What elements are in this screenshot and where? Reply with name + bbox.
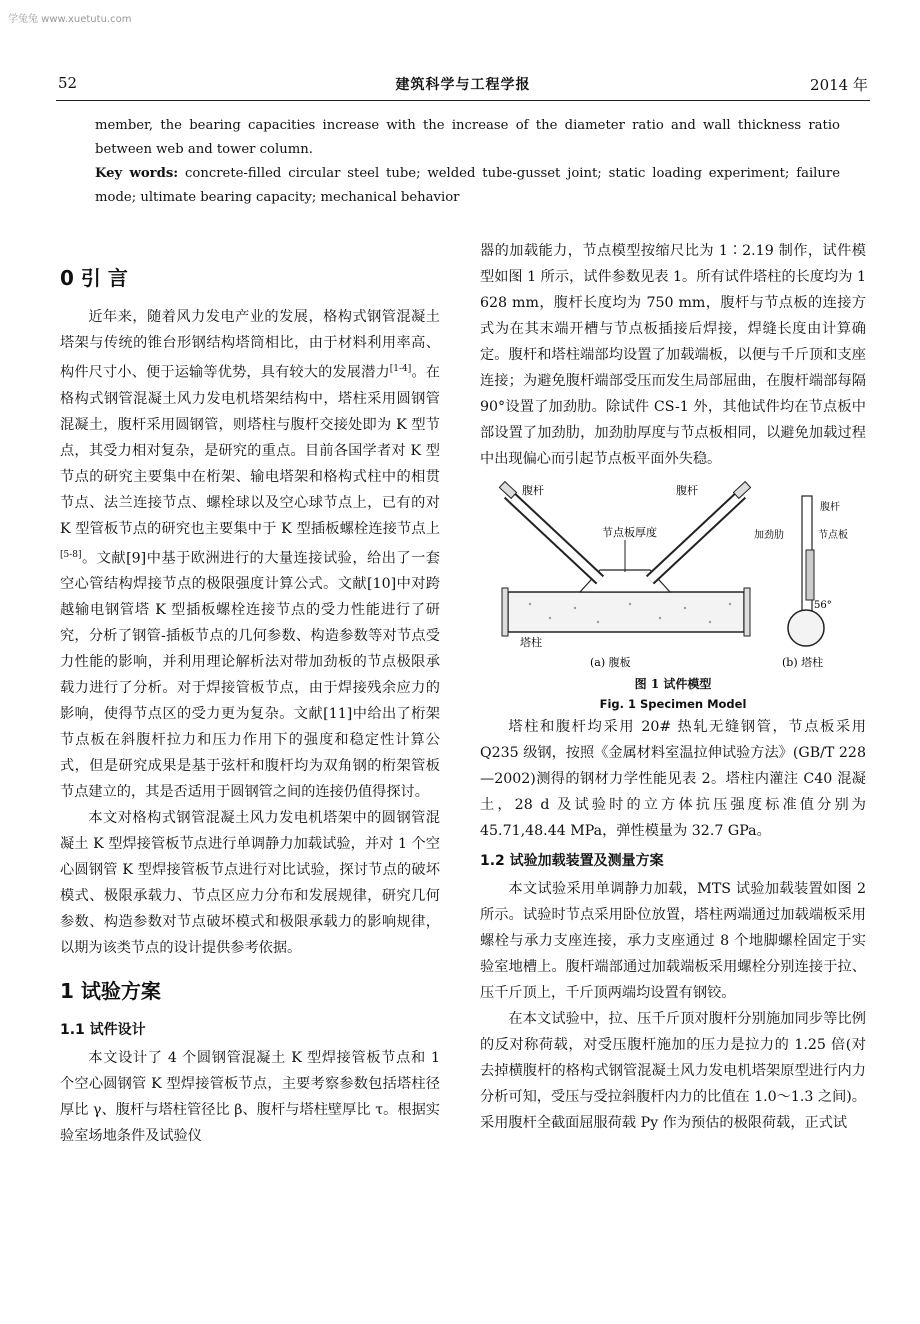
section-1-1-heading: 1.1 试件设计 [60, 1022, 146, 1039]
intro-text-b: 。在格构式钢管混凝土风力发电机塔架结构中，塔柱采用圆钢管混凝土，腹杆采用圆钢管，则塔柱与腹杆交接处即为 K 型节点，其受力相对复杂，是研究的重点。目前各国学者对 K 型节点的研究主要集中在桁架、输电塔架和格构式柱中的相贯节点、法兰连接节点、螺栓球以及空心球节点上，已有的对 K 型管板节点的研究也主要集中于 K 型插板螺栓连接节点上 [60, 364, 440, 537]
section-1-2-heading: 1.2 试验加载装置及测量方案 [480, 853, 664, 869]
page-number: 52 [58, 74, 78, 92]
label-web-right: 腹杆 [676, 484, 698, 497]
loading-paragraph-2: 在本文试验中，拉、压千斤顶对腹杆分别施加同步等比例的反对称荷载，对受压腹杆施加的压力是拉力的 1.25 倍(对去掉横腹杆的格构式钢管混凝土风力发电机塔架原型进行内力分析可知，受压与受拉斜腹杆内力的比值在 1.0～1.3 之间)。采用腹杆全截面屈服荷载 Py 作为预估的极限荷载，正式试 [480, 1011, 866, 1131]
label-web-left: 腹杆 [522, 484, 544, 497]
abstract-tail: member, the bearing capacities increase with the increase of the diameter ratio and wall thickness ratio between web and tower column. [95, 118, 840, 157]
sub-caption-b: (b) 塔柱 [782, 656, 824, 669]
loading-paragraph-1: 本文试验采用单调静力加载，MTS 试验加载装置如图 2 所示。试验时节点采用卧位放置，塔柱两端通过加载端板采用螺栓与承力支座连接，承力支座通过 8 个地脚螺栓固定于实验室地槽上。腹杆端部通过加载端板采用螺栓分别连接于拉、压千斤顶上，千斤顶两端均设置有钢铰。 [480, 881, 866, 1001]
section-1-heading: 1 试验方案 [60, 979, 161, 1004]
section-0-heading: 0 引 言 [60, 266, 128, 290]
label-gusset-thickness: 节点板厚度 [602, 526, 657, 539]
web-end-plate-left [499, 482, 516, 499]
right-column [480, 238, 866, 1136]
web-end-plate-right [733, 482, 750, 499]
intro-paragraph-2: 本文对格构式钢管混凝土风力发电机塔架中的圆钢管混凝土 K 型焊接管板节点进行单调静力加载试验，并对 1 个空心圆钢管 K 型焊接管板节点进行对比试验，探讨节点的破坏模式、极限承载力、节点区应力分布和发展规律，研究几何参数、构造参数对节点破坏模式和极限承载力的影响规律，以期为该类节点的设计提供参考依据。 [60, 810, 440, 957]
figure-1-caption-en: Fig. 1 Specimen Model [599, 697, 747, 711]
tower-end-plate-right [744, 588, 750, 636]
running-header [58, 74, 868, 96]
keywords-text: concrete-filled circular steel tube; welded tube-gusset joint; static loading experiment; failure mode; ultimate bearing capacity; mechanical behavior [95, 166, 840, 205]
keywords-label: Key words: [95, 166, 179, 181]
abstract-block [95, 114, 840, 210]
intro-paragraph-1 [60, 304, 440, 805]
citation-1: [1-4] [389, 364, 412, 374]
design-paragraph-cont: 器的加载能力，节点模型按缩尺比为 1∶2.19 制作，试件模型如图 1 所示，试件参数见表 1。所有试件塔柱的长度均为 1 628 mm，腹杆长度均为 750 mm，腹杆与节点板的连接方式为在其末端开槽与节点板插接后焊接，焊缝长度由计算确定。腹杆和塔柱端部均设置了加载端板，以便与千斤顶和支座连接；为避免腹杆端部受压而发生局部屈曲，在腹杆端部每隔 90°设置了加劲肋。除试件 CS-1 外，其他试件均在节点板中部设置了加劲肋，加劲肋厚度与节点板相同，以避免加载过程中出现偏心而引起节点板平面外失稳。 [480, 243, 866, 467]
left-column [60, 252, 440, 1149]
tower-column [508, 592, 744, 632]
journal-title: 建筑科学与工程学报 [395, 77, 531, 93]
gusset-section-b [806, 550, 814, 600]
intro-text-c: 。文献[9]中基于欧洲进行的大量连接试验，给出了一套空心管结构焊接节点的极限强度计算公式。文献[10]中对跨越输电钢管塔 K 型插板螺栓连接节点的受力性能进行了研究，分析了钢管-插板节点的几何参数、构造参数等对节点受力性能的影响，并利用理论解析法对带加劲板的节点极限承载力进行了分析。对于焊接管板节点，由于焊接残余应力的影响，使得节点区的受力更为复杂。文献[11]中给出了桁架节点板在斜腹杆拉力和压力作用下的强度和稳定性计算公式，但是研究成果是基于弦杆和腹杆均为双角钢的桁架管板节点建立的，其是否适用于圆钢管之间的连接仍值得探讨。 [60, 550, 440, 801]
label-stiffener: 加劲肋 [754, 530, 784, 541]
materials-paragraph: 塔柱和腹杆均采用 20# 热轧无缝钢管，节点板采用 Q235 级钢，按照《金属材料室温拉伸试验方法》(GB/T 228—2002)测得的钢材力学性能见表 2。塔柱内灌注 C40 混凝土，28 d 及试验时的立方体抗压强度标准值分别为 45.71,48.44 MPa，弹性模量为 32.7 GPa。 [480, 719, 866, 839]
watermark: 学兔兔 www.xuetutu.com [8, 14, 132, 25]
figure-1-caption-cn: 图 1 试件模型 [634, 677, 712, 691]
journal-year: 2014 年 [810, 76, 868, 94]
sub-caption-a: (a) 腹板 [590, 656, 631, 669]
label-gusset-b: 节点板 [818, 530, 848, 541]
label-web-b: 腹杆 [820, 502, 840, 513]
citation-2: [5-8] [60, 549, 82, 560]
tower-section-b [788, 610, 824, 646]
design-paragraph: 本文设计了 4 个圆钢管混凝土 K 型焊接管板节点和 1 个空心圆钢管 K 型焊接管板节点，主要考察参数包括塔柱径厚比 γ、腹杆与塔柱管径比 β、腹杆与塔柱壁厚比 τ。根据实验室场地条件及试验仪 [60, 1050, 440, 1145]
label-tower: 塔柱 [520, 636, 542, 649]
intro-text-a: 近年来，随着风力发电产业的发展，格构式钢管混凝土塔架与传统的锥台形钢结构塔筒相比，由于材料利用率高、构件尺寸小、便于运输等优势，具有较大的发展潜力 [60, 309, 440, 381]
header-rule [56, 100, 870, 101]
specimen-model-drawing [480, 480, 866, 670]
keywords [95, 162, 840, 210]
label-angle: 56° [814, 600, 832, 611]
tower-end-plate-left [502, 588, 508, 636]
figure-1 [480, 480, 866, 670]
